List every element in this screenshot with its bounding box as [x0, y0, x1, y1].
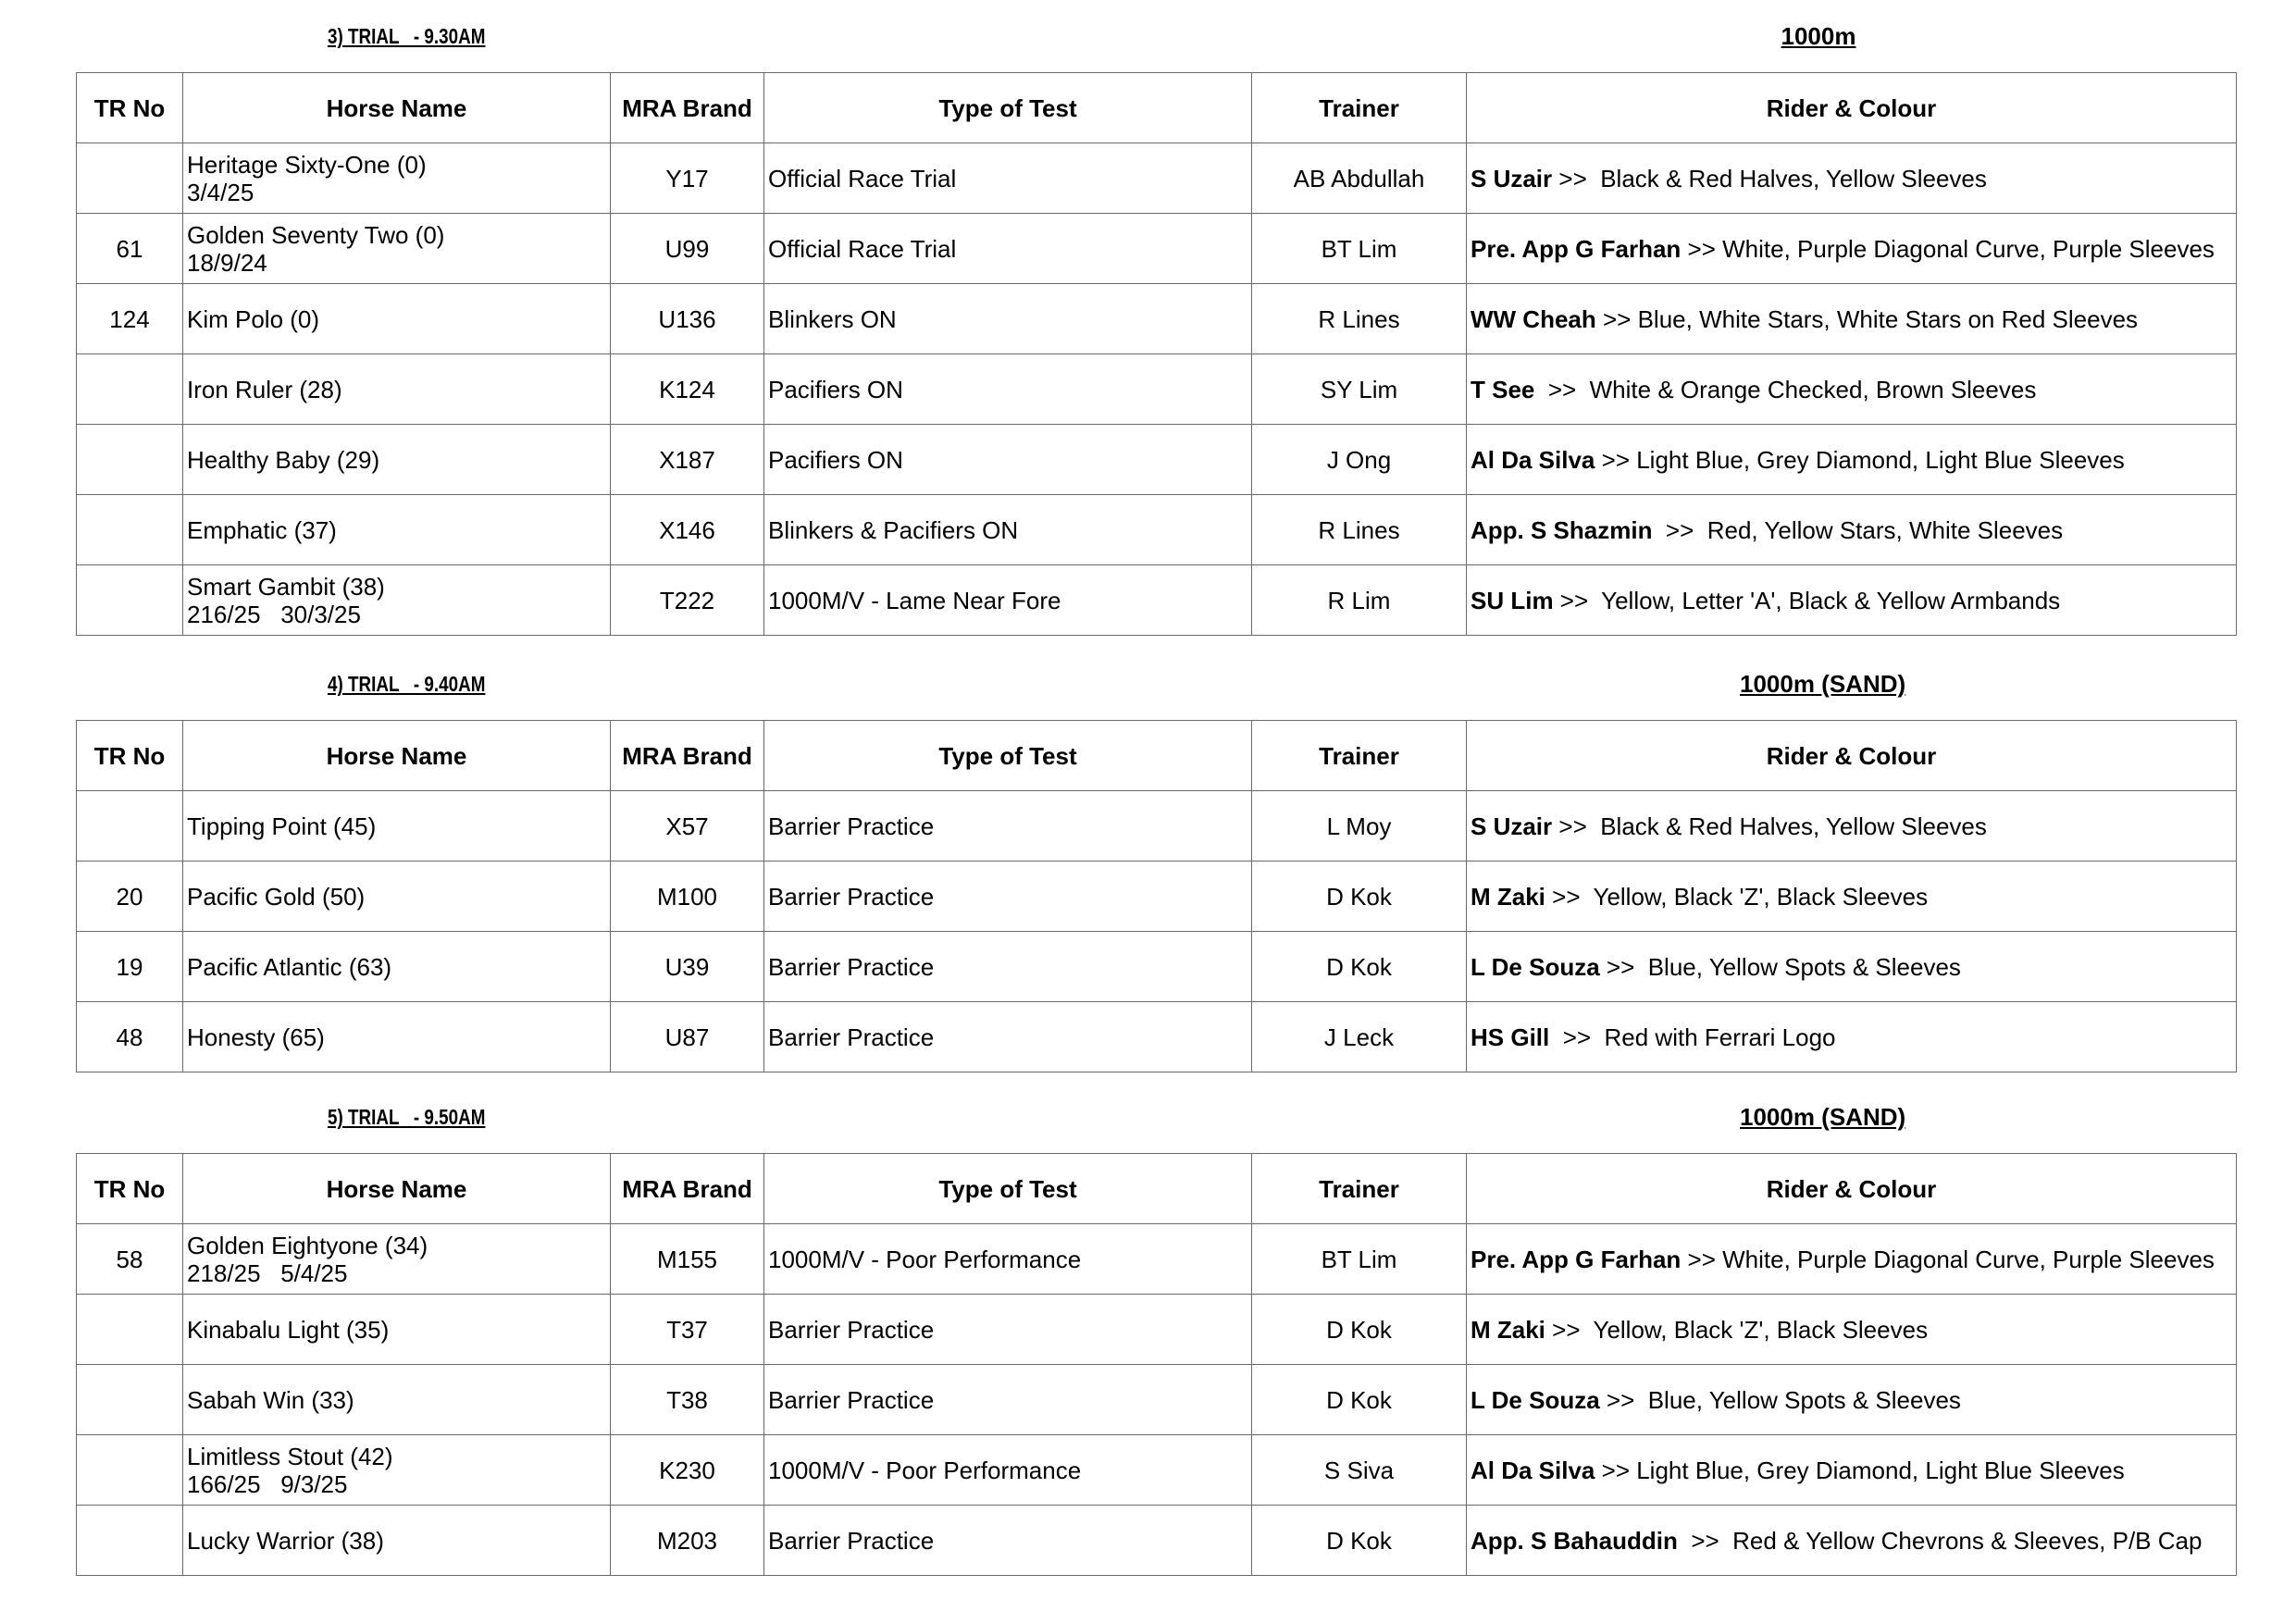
trial-section — [76, 648, 2236, 1072]
table-row — [77, 143, 2237, 214]
mra-brand-header: MRA Brand — [611, 1154, 764, 1224]
horse-name: Smart Gambit (38) — [187, 572, 385, 601]
rider-name: Al Da Silva — [1471, 1456, 1595, 1484]
tr-no-cell — [77, 565, 183, 636]
trainer-cell: D Kok — [1252, 1506, 1467, 1576]
colour-description: >> Black & Red Halves, Yellow Sleeves — [1552, 812, 1987, 840]
mra-brand-cell: U99 — [611, 214, 764, 284]
horse-name: Kim Polo (0) — [187, 304, 320, 333]
type-of-test-cell: 1000M/V - Poor Performance — [764, 1435, 1252, 1506]
colour-description: >> Blue, White Stars, White Stars on Red Sleeves — [1595, 304, 2139, 333]
rider-colour-cell — [1467, 214, 2237, 284]
rider-colour-cell — [1467, 1365, 2237, 1435]
tr-no-cell: 61 — [77, 214, 183, 284]
mra-brand-header: MRA Brand — [611, 721, 764, 791]
horse-name-header: Horse Name — [183, 1154, 611, 1224]
trainer-cell: J Leck — [1252, 1002, 1467, 1072]
tr-no-cell: 58 — [77, 1224, 183, 1295]
trial-section — [76, 0, 2236, 636]
tr-no-cell — [77, 1365, 183, 1435]
horse-name: Heritage Sixty-One (0) — [187, 150, 427, 179]
colour-description: >> Black & Red Halves, Yellow Sleeves — [1552, 164, 1987, 192]
rider-name: L De Souza — [1471, 1385, 1600, 1414]
type-of-test-cell: Pacifiers ON — [764, 354, 1252, 425]
horse-name-cell — [183, 791, 611, 862]
table-row — [77, 425, 2237, 495]
type-of-test-cell: Barrier Practice — [764, 1295, 1252, 1365]
tr-no-header: TR No — [77, 73, 183, 143]
horse-name-cell — [183, 1295, 611, 1365]
rider-name: App. S Bahauddin — [1471, 1526, 1678, 1555]
rider-colour-header: Rider & Colour — [1467, 1154, 2237, 1224]
rider-colour-cell — [1467, 354, 2237, 425]
horse-name-cell — [183, 425, 611, 495]
horse-history: 166/25 9/3/25 — [187, 1469, 348, 1498]
trial-table — [76, 1153, 2237, 1576]
type-of-test-cell: Official Race Trial — [764, 143, 1252, 214]
horse-history: 216/25 30/3/25 — [187, 600, 361, 628]
mra-brand-cell: M155 — [611, 1224, 764, 1295]
horse-name: Golden Seventy Two (0) — [187, 220, 445, 249]
rider-colour-cell — [1467, 495, 2237, 565]
trial-title: 4) TRIAL - 9.40AM — [328, 672, 486, 696]
tr-no-header: TR No — [77, 721, 183, 791]
trial-section — [76, 1081, 2236, 1576]
mra-brand-cell: U136 — [611, 284, 764, 354]
tr-no-cell — [77, 1506, 183, 1576]
horse-name-header: Horse Name — [183, 73, 611, 143]
trainer-cell: R Lines — [1252, 495, 1467, 565]
colour-description: >> White, Purple Diagonal Curve, Purple Sleeves — [1681, 234, 2215, 263]
horse-name-cell — [183, 932, 611, 1002]
trial-title: 5) TRIAL - 9.50AM — [328, 1105, 486, 1129]
mra-brand-cell: M100 — [611, 862, 764, 932]
mra-brand-cell: T37 — [611, 1295, 764, 1365]
horse-name: Healthy Baby (29) — [187, 445, 380, 474]
rider-colour-cell — [1467, 1002, 2237, 1072]
type-of-test-cell: Blinkers & Pacifiers ON — [764, 495, 1252, 565]
colour-description: >> White, Purple Diagonal Curve, Purple Sleeves — [1681, 1245, 2215, 1273]
rider-name: Pre. App G Farhan — [1471, 1245, 1682, 1273]
horse-name: Honesty (65) — [187, 1023, 325, 1051]
type-of-test-cell: Official Race Trial — [764, 214, 1252, 284]
horse-name-cell — [183, 565, 611, 636]
tr-no-cell — [77, 791, 183, 862]
table-row — [77, 791, 2237, 862]
type-of-test-cell: Barrier Practice — [764, 1506, 1252, 1576]
table-header-row — [77, 73, 2237, 143]
horse-name-cell — [183, 354, 611, 425]
rider-name: HS Gill — [1471, 1023, 1550, 1051]
rider-colour-header: Rider & Colour — [1467, 73, 2237, 143]
rider-name: App. S Shazmin — [1471, 515, 1653, 544]
rider-colour-cell — [1467, 791, 2237, 862]
rider-colour-header: Rider & Colour — [1467, 721, 2237, 791]
rider-colour-cell — [1467, 862, 2237, 932]
horse-name: Tipping Point (45) — [187, 812, 377, 840]
rider-name: L De Souza — [1471, 952, 1600, 981]
horse-name-cell — [183, 214, 611, 284]
colour-description: >> Blue, Yellow Spots & Sleeves — [1599, 1385, 1961, 1414]
rider-name: SU Lim — [1471, 586, 1554, 614]
horse-name: Pacific Gold (50) — [187, 882, 366, 911]
trainer-cell: BT Lim — [1252, 214, 1467, 284]
horse-name-cell — [183, 1224, 611, 1295]
table-header-row — [77, 1154, 2237, 1224]
trainer-cell: R Lines — [1252, 284, 1467, 354]
table-row — [77, 1224, 2237, 1295]
tr-no-cell: 19 — [77, 932, 183, 1002]
mra-brand-cell: T222 — [611, 565, 764, 636]
horse-name-cell — [183, 1365, 611, 1435]
colour-description: >> Red & Yellow Chevrons & Sleeves, P/B Cap — [1677, 1526, 2203, 1555]
trainer-cell: S Siva — [1252, 1435, 1467, 1506]
mra-brand-cell: X146 — [611, 495, 764, 565]
type-of-test-cell: Barrier Practice — [764, 932, 1252, 1002]
rider-name: Al Da Silva — [1471, 445, 1595, 474]
tr-no-cell — [77, 425, 183, 495]
table-row — [77, 932, 2237, 1002]
type-of-test-cell: Pacifiers ON — [764, 425, 1252, 495]
horse-name-header: Horse Name — [183, 721, 611, 791]
colour-description: >> Yellow, Letter 'A', Black & Yellow Armbands — [1553, 586, 2061, 614]
rider-name: M Zaki — [1471, 1315, 1545, 1344]
type-of-test-cell: Barrier Practice — [764, 1365, 1252, 1435]
trainer-header: Trainer — [1252, 1154, 1467, 1224]
rider-name: S Uzair — [1471, 812, 1553, 840]
type-of-test-header: Type of Test — [764, 721, 1252, 791]
horse-name-cell — [183, 862, 611, 932]
horse-history: 218/25 5/4/25 — [187, 1258, 348, 1287]
trial-table — [76, 72, 2237, 636]
trainer-cell: BT Lim — [1252, 1224, 1467, 1295]
type-of-test-header: Type of Test — [764, 73, 1252, 143]
table-row — [77, 284, 2237, 354]
tr-no-cell — [77, 1295, 183, 1365]
type-of-test-cell: Barrier Practice — [764, 862, 1252, 932]
horse-name-cell — [183, 1002, 611, 1072]
type-of-test-cell: 1000M/V - Poor Performance — [764, 1224, 1252, 1295]
section-header — [76, 0, 2236, 72]
table-row — [77, 862, 2237, 932]
tr-no-cell — [77, 143, 183, 214]
tr-no-header: TR No — [77, 1154, 183, 1224]
tr-no-cell — [77, 495, 183, 565]
mra-brand-cell: T38 — [611, 1365, 764, 1435]
table-row — [77, 354, 2237, 425]
colour-description: >> Yellow, Black 'Z', Black Sleeves — [1545, 1315, 1929, 1344]
trainer-cell: D Kok — [1252, 862, 1467, 932]
table-row — [77, 495, 2237, 565]
horse-name-cell — [183, 1435, 611, 1506]
horse-name-cell — [183, 1506, 611, 1576]
table-row — [77, 1002, 2237, 1072]
type-of-test-cell: 1000M/V - Lame Near Fore — [764, 565, 1252, 636]
trainer-header: Trainer — [1252, 721, 1467, 791]
rider-name: T See — [1471, 375, 1535, 403]
rider-name: S Uzair — [1471, 164, 1553, 192]
horse-name: Limitless Stout (42) — [187, 1442, 393, 1470]
rider-colour-cell — [1467, 1506, 2237, 1576]
trainer-cell: SY Lim — [1252, 354, 1467, 425]
table-row — [77, 565, 2237, 636]
trainer-cell: D Kok — [1252, 1365, 1467, 1435]
horse-history: 18/9/24 — [187, 248, 267, 277]
rider-colour-cell — [1467, 425, 2237, 495]
section-header — [76, 648, 2236, 720]
rider-colour-cell — [1467, 284, 2237, 354]
horse-name: Iron Ruler (28) — [187, 375, 342, 403]
trial-distance: 1000m — [1781, 22, 1856, 50]
horse-name: Sabah Win (33) — [187, 1385, 354, 1414]
rider-colour-cell — [1467, 1224, 2237, 1295]
horse-name: Emphatic (37) — [187, 515, 337, 544]
trainer-cell: J Ong — [1252, 425, 1467, 495]
colour-description: >> Yellow, Black 'Z', Black Sleeves — [1545, 882, 1929, 911]
mra-brand-cell: X57 — [611, 791, 764, 862]
rider-colour-cell — [1467, 1435, 2237, 1506]
trainer-cell: L Moy — [1252, 791, 1467, 862]
mra-brand-cell: K230 — [611, 1435, 764, 1506]
rider-colour-cell — [1467, 565, 2237, 636]
trial-table — [76, 720, 2237, 1072]
trial-title: 3) TRIAL - 9.30AM — [328, 24, 486, 48]
trial-distance: 1000m (SAND) — [1740, 670, 1906, 698]
type-of-test-cell: Barrier Practice — [764, 791, 1252, 862]
table-row — [77, 1365, 2237, 1435]
tr-no-cell: 124 — [77, 284, 183, 354]
colour-description: >> Red with Ferrari Logo — [1549, 1023, 1836, 1051]
horse-name-cell — [183, 495, 611, 565]
horse-history: 3/4/25 — [187, 178, 254, 206]
table-row — [77, 1435, 2237, 1506]
type-of-test-header: Type of Test — [764, 1154, 1252, 1224]
tr-no-cell — [77, 1435, 183, 1506]
mra-brand-cell: X187 — [611, 425, 764, 495]
horse-name-cell — [183, 143, 611, 214]
colour-description: >> White & Orange Checked, Brown Sleeves — [1534, 375, 2037, 403]
horse-name: Pacific Atlantic (63) — [187, 952, 392, 981]
colour-description: >> Blue, Yellow Spots & Sleeves — [1599, 952, 1961, 981]
horse-name: Kinabalu Light (35) — [187, 1315, 390, 1344]
rider-name: M Zaki — [1471, 882, 1545, 911]
rider-colour-cell — [1467, 1295, 2237, 1365]
table-header-row — [77, 721, 2237, 791]
mra-brand-cell: U39 — [611, 932, 764, 1002]
rider-name: Pre. App G Farhan — [1471, 234, 1682, 263]
horse-name: Lucky Warrior (38) — [187, 1526, 384, 1555]
trainer-header: Trainer — [1252, 73, 1467, 143]
table-row — [77, 1506, 2237, 1576]
tr-no-cell: 48 — [77, 1002, 183, 1072]
rider-colour-cell — [1467, 932, 2237, 1002]
table-row — [77, 1295, 2237, 1365]
rider-colour-cell — [1467, 143, 2237, 214]
trainer-cell: D Kok — [1252, 1295, 1467, 1365]
colour-description: >> Light Blue, Grey Diamond, Light Blue Sleeves — [1595, 445, 2125, 474]
horse-name: Golden Eightyone (34) — [187, 1231, 428, 1259]
type-of-test-cell: Blinkers ON — [764, 284, 1252, 354]
trial-distance: 1000m (SAND) — [1740, 1103, 1906, 1131]
trainer-cell: D Kok — [1252, 932, 1467, 1002]
mra-brand-cell: M203 — [611, 1506, 764, 1576]
colour-description: >> Light Blue, Grey Diamond, Light Blue Sleeves — [1595, 1456, 2125, 1484]
colour-description: >> Red, Yellow Stars, White Sleeves — [1652, 515, 2064, 544]
section-header — [76, 1081, 2236, 1153]
type-of-test-cell: Barrier Practice — [764, 1002, 1252, 1072]
tr-no-cell: 20 — [77, 862, 183, 932]
mra-brand-header: MRA Brand — [611, 73, 764, 143]
tr-no-cell — [77, 354, 183, 425]
rider-name: WW Cheah — [1471, 304, 1596, 333]
horse-name-cell — [183, 284, 611, 354]
mra-brand-cell: K124 — [611, 354, 764, 425]
trainer-cell: AB Abdullah — [1252, 143, 1467, 214]
mra-brand-cell: U87 — [611, 1002, 764, 1072]
mra-brand-cell: Y17 — [611, 143, 764, 214]
table-row — [77, 214, 2237, 284]
trainer-cell: R Lim — [1252, 565, 1467, 636]
